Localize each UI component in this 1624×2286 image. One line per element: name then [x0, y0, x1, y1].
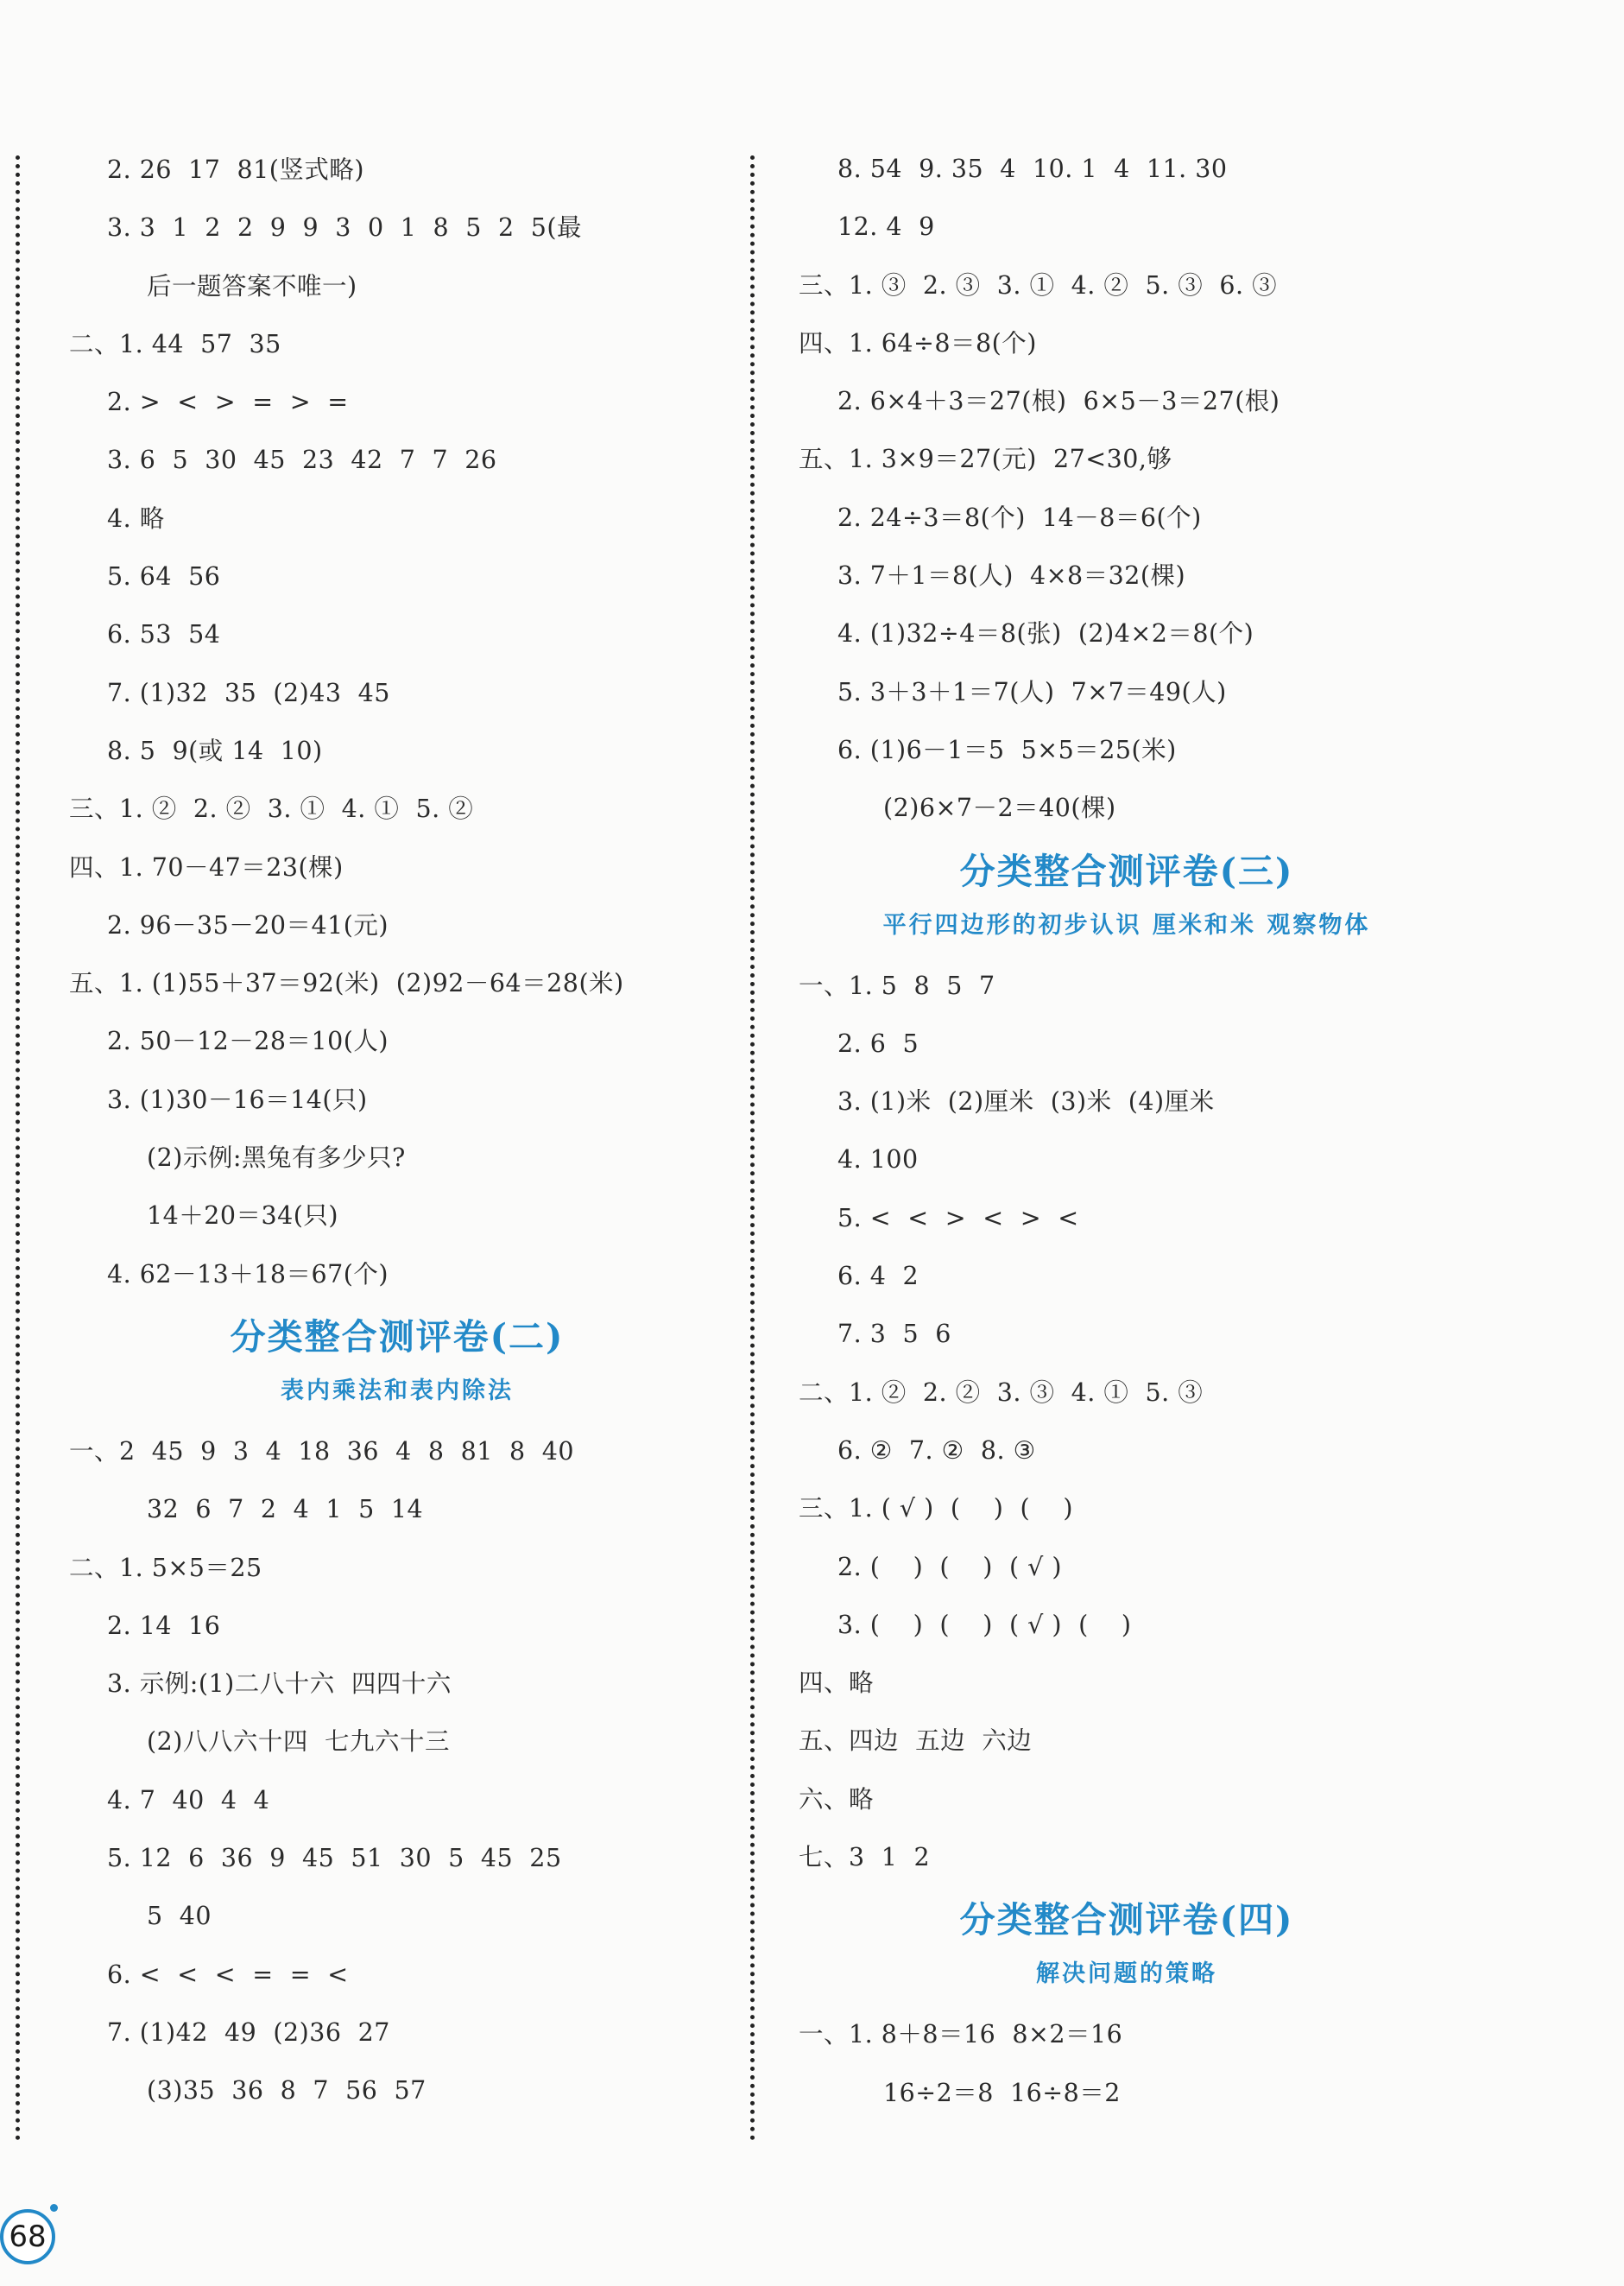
answer-line: 4. 7 40 4 4: [107, 1785, 270, 1814]
answer-line: 6. 53 54: [107, 620, 221, 649]
answer-line: 2. 96－35－20＝41(元): [107, 910, 389, 940]
section-subtitle: 表内乘法和表内除法: [281, 1377, 514, 1404]
answer-line: 6. (1)6－1＝5 5×5＝25(米): [837, 735, 1177, 764]
answer-line: (2)6×7－2＝40(棵): [883, 794, 1116, 823]
answer-line: 5. 12 6 36 9 45 51 30 5 45 25: [107, 1844, 562, 1873]
answer-line: 12. 4 9: [837, 212, 935, 242]
column-divider-dotted-line: [750, 155, 755, 2142]
section-title: 分类整合测评卷(四): [959, 1899, 1294, 1941]
answer-line: 后一题答案不唯一): [147, 271, 357, 301]
page-number-badge: [0, 2209, 55, 2264]
answer-line: 2. 50－12－28＝10(人): [107, 1027, 389, 1056]
answer-line: 7. (1)32 35 (2)43 45: [107, 678, 390, 707]
answer-line: 7. (1)42 49 (2)36 27: [107, 2017, 390, 2047]
answer-line: 6. ② 7. ② 8. ③: [837, 1435, 1036, 1465]
answer-line: 2. 26 17 81(竖式略): [107, 155, 365, 184]
answer-line: 7. 3 5 6: [837, 1320, 951, 1349]
answer-line: 3. 6 5 30 45 23 42 7 7 26: [107, 446, 497, 475]
answer-line: 2. 24÷3＝8(个) 14－8＝6(个): [837, 503, 1202, 532]
binding-dotted-line-left: [16, 155, 20, 2142]
answer-line: (2)示例:黑兔有多少只?: [147, 1143, 406, 1173]
answer-line: 2. > < > = > =: [107, 388, 349, 417]
answer-line: 3. 7＋1＝8(人) 4×8＝32(棵): [837, 561, 1186, 591]
section-title: 分类整合测评卷(三): [959, 850, 1294, 892]
answer-line: 二、1. ② 2. ② 3. ③ 4. ① 5. ③: [799, 1377, 1204, 1407]
answer-line: 三、1. ② 2. ② 3. ① 4. ① 5. ②: [69, 795, 474, 824]
answer-line: 三、1. ③ 2. ③ 3. ① 4. ② 5. ③ 6. ③: [799, 270, 1278, 300]
page-badge-dot-decoration: [50, 2204, 58, 2212]
answer-line: 4. 略: [107, 503, 165, 533]
answer-line: 四、1. 64÷8＝8(个): [799, 328, 1037, 358]
answer-line: 2. 14 16: [107, 1611, 221, 1640]
answer-line: (2)八八六十四 七九六十三: [147, 1727, 450, 1757]
answer-line: 五、四边 五边 六边: [799, 1726, 1033, 1756]
section-subtitle: 解决问题的策略: [1036, 1960, 1217, 1988]
answer-line: 8. 5 9(或 14 10): [107, 736, 323, 765]
answer-line: 8. 54 9. 35 4 10. 1 4 11. 30: [837, 155, 1228, 183]
section-title: 分类整合测评卷(二): [230, 1315, 565, 1358]
answer-line: 2. 6 5: [837, 1029, 919, 1058]
answer-line: 2. ( ) ( ) ( √ ): [837, 1552, 1062, 1581]
left-answer-column: [69, 141, 725, 2120]
answer-line: 五、1. 3×9＝27(元) 27<30,够: [799, 445, 1172, 474]
answer-line: 4. 62－13＋18＝67(个): [107, 1259, 389, 1289]
answer-line: 4. 100: [837, 1145, 919, 1175]
answer-line: 5. 3＋3＋1＝7(人) 7×7＝49(人): [837, 677, 1227, 706]
answer-line: 五、1. (1)55＋37＝92(米) (2)92－64＝28(米): [69, 969, 624, 998]
answer-line: 4. (1)32÷4＝8(张) (2)4×2＝8(个): [837, 619, 1254, 649]
page-number: 68: [9, 2220, 47, 2254]
answer-line: 5. 64 56: [107, 562, 221, 592]
answer-line: 3. (1)米 (2)厘米 (3)米 (4)厘米: [837, 1087, 1215, 1117]
section-subtitle: 平行四边形的初步认识 厘米和米 观察物体: [882, 911, 1371, 939]
answer-line: (3)35 36 8 7 56 57: [147, 2076, 427, 2106]
answer-line: 一、2 45 9 3 4 18 36 4 8 81 8 40: [69, 1436, 575, 1466]
answer-line: 四、1. 70－47＝23(棵): [69, 852, 344, 882]
right-answer-column: [799, 140, 1455, 2122]
answer-line: 七、3 1 2: [799, 1843, 931, 1872]
answer-line: 3. 示例:(1)二八十六 四四十六: [107, 1669, 452, 1699]
answer-line: 二、1. 44 57 35: [69, 329, 281, 358]
answer-line: 一、1. 5 8 5 7: [799, 971, 995, 1000]
answer-line: 3. 3 1 2 2 9 9 3 0 1 8 5 2 5(最: [107, 213, 583, 243]
answer-line: 2. 6×4＋3＝27(根) 6×5－3＝27(根): [837, 387, 1280, 416]
answer-line: 14＋20＝34(只): [147, 1201, 339, 1231]
answer-line: 3. (1)30－16＝14(只): [107, 1085, 368, 1114]
answer-line: 六、略: [799, 1784, 875, 1814]
answer-line: 四、略: [799, 1669, 875, 1698]
answer-line: 二、1. 5×5＝25: [69, 1553, 262, 1582]
answer-line: 5. < < > < > <: [837, 1203, 1079, 1232]
answer-line: 16÷2＝8 16÷8＝2: [883, 2078, 1121, 2107]
answer-line: 6. 4 2: [837, 1262, 919, 1291]
answer-line: 5 40: [147, 1902, 212, 1931]
answer-line: 三、1. ( √ ) ( ) ( ): [799, 1494, 1073, 1523]
answer-line: 一、1. 8＋8＝16 8×2＝16: [799, 2020, 1123, 2049]
answer-line: 3. ( ) ( ) ( √ ) ( ): [837, 1610, 1132, 1639]
answer-line: 32 6 7 2 4 1 5 14: [147, 1495, 424, 1524]
answer-line: 6. < < < = = <: [107, 1960, 349, 1989]
